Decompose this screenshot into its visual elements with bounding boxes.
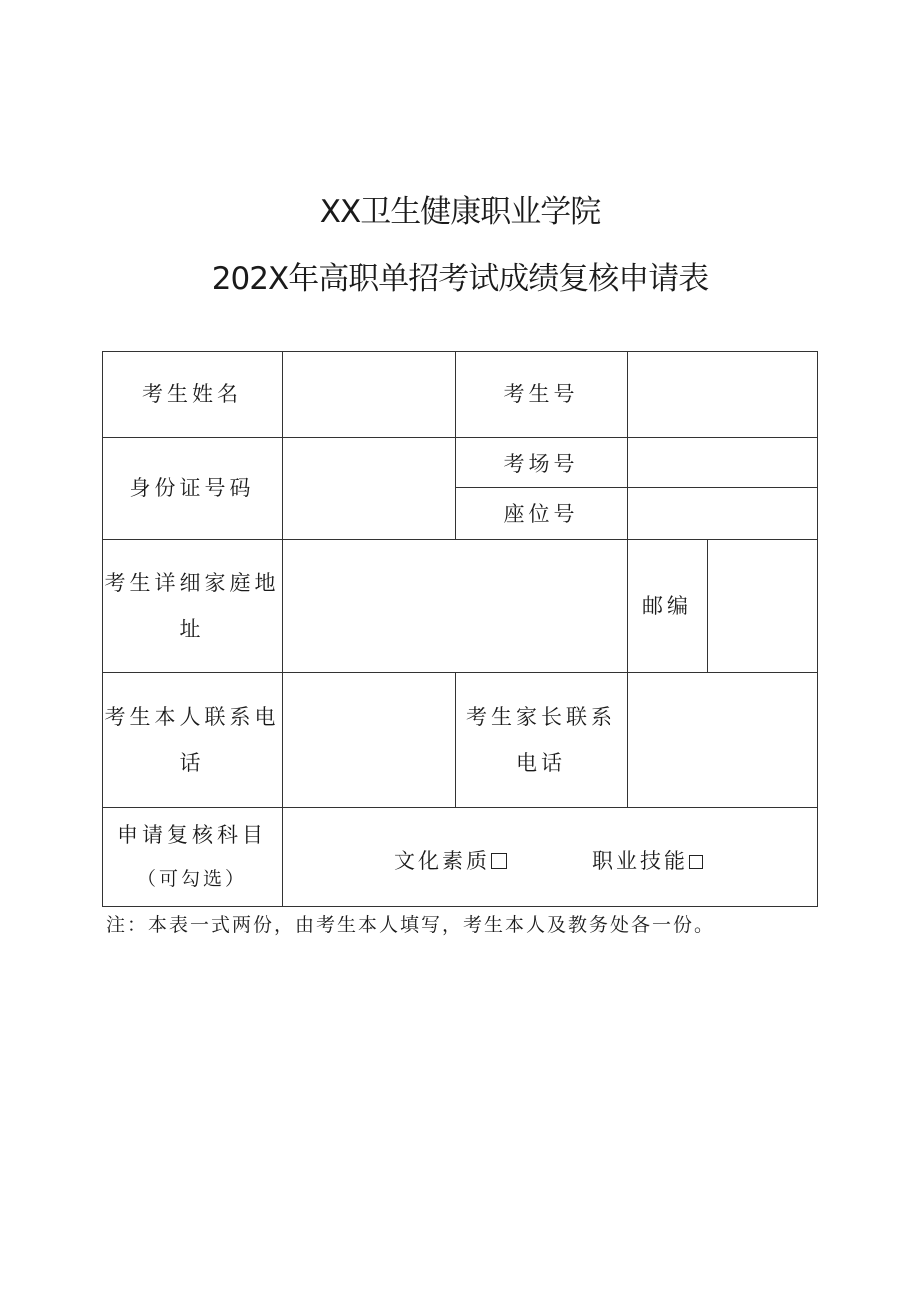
parent-phone-field[interactable] — [628, 673, 817, 807]
name-field[interactable] — [283, 352, 454, 437]
culture-checkbox-option[interactable] — [394, 845, 507, 875]
skills-checkbox-option[interactable] — [592, 845, 703, 875]
home-address-label-line1: 考生详细家庭地 — [104, 570, 280, 595]
id-number-label: 身份证号码 — [129, 476, 255, 500]
self-phone-label-line1: 考生本人联系电 — [104, 704, 280, 729]
exam-number-label: 考生号 — [503, 382, 579, 406]
table-border-bottom — [102, 906, 818, 907]
home-address-field[interactable] — [283, 540, 627, 672]
review-subject-label-line1: 申请复核科目 — [117, 822, 267, 847]
seat-number-field[interactable] — [628, 488, 817, 539]
review-subject-label — [102, 807, 282, 906]
home-address-label — [102, 539, 282, 672]
parent-phone-label — [455, 672, 627, 807]
culture-checkbox[interactable] — [491, 853, 507, 869]
parent-phone-label-line2: 电话 — [516, 750, 566, 775]
home-address-label-line2: 址 — [179, 616, 205, 641]
seat-number-label: 座位号 — [503, 502, 579, 526]
exam-room-label: 考场号 — [503, 452, 579, 476]
page-subtitle: 202X年高职单招考试成绩复核申请表 — [211, 261, 709, 297]
exam-room-field[interactable] — [628, 438, 817, 487]
skills-checkbox-label: 职业技能 — [592, 849, 688, 873]
self-phone-label-line2: 话 — [179, 750, 205, 775]
table-border-right — [817, 351, 818, 907]
review-subject-hint: （可勾选） — [136, 867, 247, 890]
name-label: 考生姓名 — [142, 382, 242, 406]
footer-note: 注：本表一式两份，由考生本人填写，考生本人及教务处各一份。 — [106, 914, 716, 936]
postcode-label: 邮编 — [642, 593, 692, 618]
parent-phone-label-line1: 考生家长联系 — [466, 704, 616, 729]
skills-checkbox[interactable] — [689, 855, 703, 869]
culture-checkbox-label: 文化素质 — [394, 849, 490, 873]
id-number-field[interactable] — [283, 438, 454, 539]
self-phone-field[interactable] — [283, 673, 454, 807]
self-phone-label — [102, 672, 282, 807]
page-title: XX卫生健康职业学院 — [319, 194, 601, 230]
postcode-field[interactable] — [708, 540, 817, 672]
exam-number-field[interactable] — [628, 352, 817, 437]
